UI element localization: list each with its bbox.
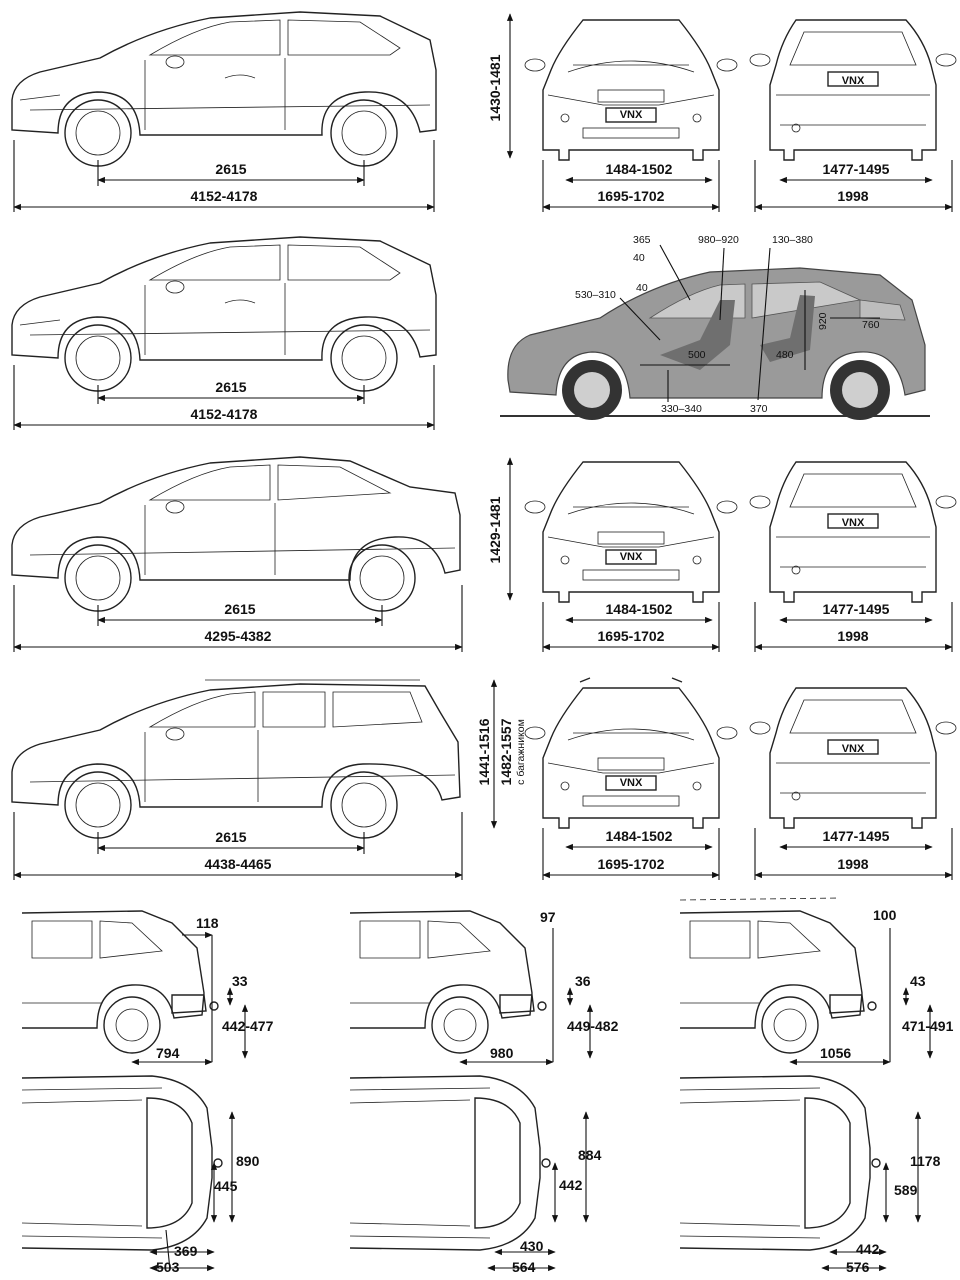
row3-height-dimension (487, 458, 510, 600)
interior-d980-920: 980–920 (698, 234, 739, 246)
row4-rear-dimensions (755, 828, 952, 880)
row1-rear-view (750, 20, 956, 160)
row1-rear-plate: VNX (841, 75, 865, 87)
tow1-height: 442-477 (222, 1018, 274, 1034)
row4-mirror-width-label: 1998 (837, 856, 869, 872)
tow-top-wagon (680, 1076, 941, 1275)
interior-d365: 365 (633, 234, 651, 246)
tow-top1-d1: 369 (174, 1243, 198, 1259)
row1-side-dimensions (14, 140, 434, 212)
row1-width-label: 1695-1702 (597, 188, 665, 204)
interior-d330-340: 330–340 (661, 403, 702, 415)
interior-d760: 760 (862, 319, 880, 331)
row1-front-view (525, 20, 737, 160)
tow1-overhang: 794 (156, 1045, 180, 1061)
tow-side-hatch (22, 911, 274, 1062)
interior-d500: 500 (688, 349, 706, 361)
row3-height-label: 1429-1481 (487, 496, 503, 564)
tow3-h-offset: 43 (910, 973, 926, 989)
row1-mirror-width-label: 1998 (837, 188, 869, 204)
tow2-height: 449-482 (567, 1018, 619, 1034)
tow-top-hatch (22, 1076, 260, 1275)
row1-wheelbase-label: 2615 (215, 161, 247, 177)
interior-d370: 370 (750, 403, 768, 415)
row4-rear-track-label: 1477-1495 (822, 828, 890, 844)
row1-height-label: 1430-1481 (487, 54, 503, 122)
row4-front-view (525, 678, 737, 828)
interior-d130-380: 130–380 (772, 234, 813, 246)
tow3-offset: 100 (873, 907, 897, 923)
row4-height-a-label: 1441-1516 (476, 718, 492, 786)
tow-side-wagon (680, 898, 954, 1062)
row2-hatch-side-view (12, 237, 436, 391)
interior-d530-310: 530–310 (575, 289, 616, 301)
tow-top3-d1: 442 (856, 1241, 880, 1257)
tow-top-sedan (350, 1076, 602, 1275)
row4-rear-plate: VNX (841, 743, 865, 755)
row1-front-dimensions (543, 160, 719, 212)
interior-cutaway-view (500, 268, 930, 420)
row4-side-dimensions (14, 812, 462, 880)
tow-top3-span: 1178 (910, 1153, 941, 1169)
row4-front-plate: VNX (619, 777, 643, 789)
tow3-height: 471-491 (902, 1018, 954, 1034)
row3-rear-dimensions (755, 601, 952, 652)
row4-wheelbase-label: 2615 (215, 829, 247, 845)
interior-d40b: 40 (636, 282, 648, 294)
row1-front-plate: VNX (619, 109, 643, 121)
row2-wheelbase-label: 2615 (215, 379, 247, 395)
row3-front-dimensions (543, 601, 719, 652)
row3-rear-plate: VNX (841, 517, 865, 529)
row4-height-b-label: 1482-1557 (498, 718, 514, 786)
tow-top1-d2: 503 (156, 1259, 180, 1275)
tow2-overhang: 980 (490, 1045, 514, 1061)
row4-height-note: с багажником (515, 719, 527, 785)
row4-width-label: 1695-1702 (597, 856, 665, 872)
tow-top2-span: 884 (578, 1147, 602, 1163)
row3-wheelbase-label: 2615 (224, 601, 256, 617)
row1-length-label: 4152-4178 (190, 188, 258, 204)
row1-rear-track-label: 1477-1495 (822, 161, 890, 177)
row3-rear-view (750, 462, 956, 602)
tow-side-sedan (350, 909, 619, 1062)
row3-side-dimensions (14, 585, 462, 652)
row3-front-view (525, 462, 737, 602)
interior-d480: 480 (776, 349, 794, 361)
tow-top1-half: 445 (214, 1178, 238, 1194)
interior-d40a: 40 (633, 252, 645, 264)
row1-rear-dimensions (755, 160, 952, 212)
row4-height-dimension (476, 680, 527, 828)
row1-front-track-label: 1484-1502 (605, 161, 673, 177)
tow-top2-half: 442 (559, 1177, 583, 1193)
row2-side-dimensions (14, 365, 434, 430)
row4-wagon-side-view (12, 680, 460, 838)
row2-length-label: 4152-4178 (190, 406, 258, 422)
tow-top2-d1: 430 (520, 1238, 544, 1254)
tow3-overhang: 1056 (820, 1045, 852, 1061)
row3-length-label: 4295-4382 (204, 628, 272, 644)
row3-rear-track-label: 1477-1495 (822, 601, 890, 617)
tow-top2-d2: 564 (512, 1259, 536, 1275)
tow-top1-span: 890 (236, 1153, 260, 1169)
row4-front-track-label: 1484-1502 (605, 828, 673, 844)
tow-top3-half: 589 (894, 1182, 918, 1198)
row3-front-track-label: 1484-1502 (605, 601, 673, 617)
row1-height-dimension (487, 14, 510, 158)
row4-front-dimensions (543, 828, 719, 880)
tow2-h-offset: 36 (575, 973, 591, 989)
row3-front-plate: VNX (619, 551, 643, 563)
tow2-offset: 97 (540, 909, 556, 925)
row4-length-label: 4438-4465 (204, 856, 272, 872)
tow1-h-offset: 33 (232, 973, 248, 989)
interior-d920: 920 (817, 312, 829, 330)
row3-mirror-width-label: 1998 (837, 628, 869, 644)
tow-top3-d2: 576 (846, 1259, 870, 1275)
tow1-offset: 118 (196, 915, 219, 931)
row4-rear-view (750, 688, 956, 828)
row1-hatch-side-view (12, 12, 436, 166)
row3-width-label: 1695-1702 (597, 628, 665, 644)
row3-sedan-side-view (12, 457, 460, 611)
